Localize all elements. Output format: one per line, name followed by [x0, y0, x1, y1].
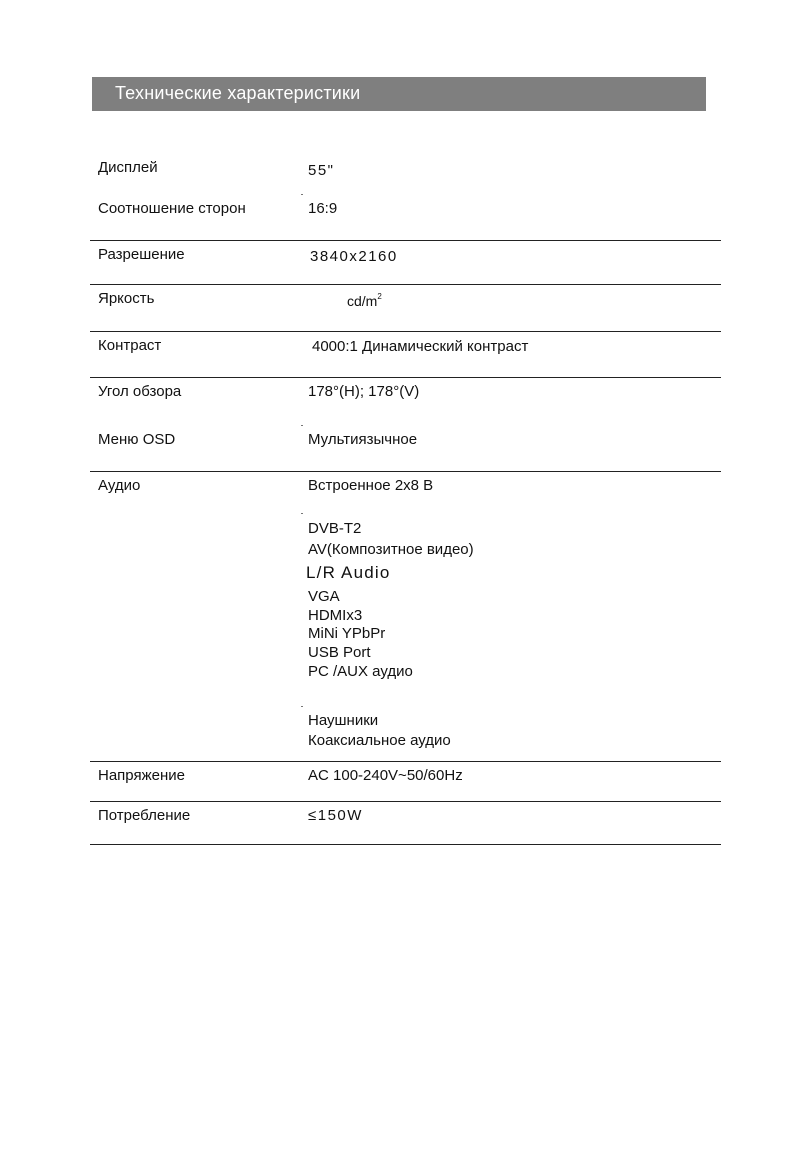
spec-label-display: Дисплей	[98, 159, 158, 176]
row-divider	[90, 240, 721, 241]
section-header	[92, 77, 706, 111]
spec-value-display: 55"	[308, 162, 335, 179]
spec-value-contrast: 4000:1 Динамический контраст	[312, 338, 529, 355]
spec-value-voltage: AC 100-240V~50/60Hz	[308, 767, 463, 784]
spec-value-audio: Встроенное 2x8 В	[308, 477, 434, 494]
row-tick	[301, 194, 303, 195]
spec-label-power: Потребление	[98, 807, 191, 824]
spec-label-osd: Меню OSD	[98, 431, 176, 448]
input-item: HDMIx3	[308, 607, 363, 624]
row-tick	[301, 706, 303, 707]
row-divider	[90, 331, 721, 332]
spec-label-audio: Аудио	[98, 477, 141, 494]
input-item: AV(Композитное видео)	[308, 541, 474, 558]
row-divider	[90, 471, 721, 472]
spec-value-power: ≤150W	[308, 807, 363, 824]
input-item: DVB-T2	[308, 520, 362, 537]
spec-label-brightness: Яркость	[98, 290, 155, 307]
spec-label-voltage: Напряжение	[98, 767, 185, 784]
input-item: VGA	[308, 588, 340, 605]
output-item: Коаксиальное аудио	[308, 732, 451, 749]
input-item: USB Port	[308, 644, 371, 661]
brightness-unit: cd/m	[347, 293, 378, 309]
row-divider	[90, 284, 721, 285]
spec-label-resolution: Разрешение	[98, 246, 185, 263]
spec-value-aspect: 16:9	[308, 200, 338, 217]
row-tick	[301, 513, 303, 514]
brightness-unit-exponent: 2	[377, 292, 382, 301]
spec-value-resolution: 3840x2160	[310, 248, 398, 265]
output-item: Наушники	[308, 712, 379, 729]
row-divider	[90, 377, 721, 378]
spec-label-contrast: Контраст	[98, 337, 162, 354]
row-divider	[90, 761, 721, 762]
spec-value-viewing-angle: 178°(H); 178°(V)	[308, 383, 420, 400]
input-item: PC /AUX аудио	[308, 663, 413, 680]
input-item: L/R Audio	[306, 563, 391, 582]
section-title: Технические характеристики	[115, 83, 361, 103]
spec-value-osd: Мультиязычное	[308, 431, 418, 448]
row-tick	[301, 425, 303, 426]
spec-label-viewing-angle: Угол обзора	[98, 383, 182, 400]
row-divider	[90, 801, 721, 802]
row-divider	[90, 844, 721, 845]
spec-value-brightness	[347, 292, 382, 310]
spec-label-aspect: Соотношение сторон	[98, 200, 246, 217]
input-item: MiNi YPbPr	[308, 625, 386, 642]
